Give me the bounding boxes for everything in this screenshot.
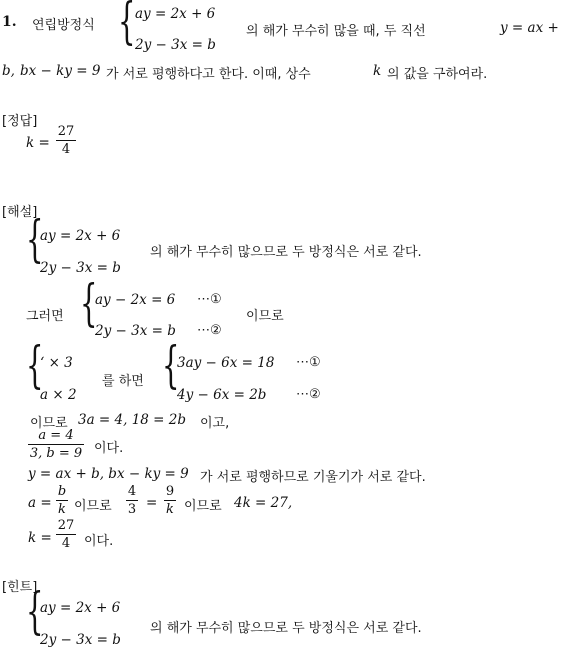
problem-line2-end: 의 값을 구하여라. bbox=[387, 67, 488, 82]
solution-step4-num1: b bbox=[57, 484, 67, 499]
solution-frac2-text: 이다. bbox=[94, 441, 124, 456]
answer-numerator: 27 bbox=[57, 124, 75, 139]
solution-sys2-mark2: ⋯② bbox=[197, 323, 222, 338]
solution-sys2-text: 이므로 bbox=[246, 309, 284, 324]
problem-line2-eq: bx − ky = 9 bbox=[20, 63, 101, 79]
solution-sys3-text: 를 하면 bbox=[102, 374, 144, 389]
solution-step1-math: 3a = 4, 18 = 2b bbox=[78, 412, 187, 428]
solution-step1-text-a: 이므로 bbox=[30, 416, 68, 431]
solution-sys2-eq2: 2y − 3x = b bbox=[95, 323, 176, 339]
solution-step4-frac3 bbox=[164, 484, 176, 517]
hint-label: [힌트] bbox=[2, 580, 38, 595]
solution-step4-num3: 9 bbox=[165, 484, 175, 499]
solution-step4-frac2 bbox=[126, 484, 138, 517]
answer-fraction bbox=[56, 124, 76, 157]
solution-step4-text1: 이므로 bbox=[74, 499, 112, 514]
solution-step5-den: 4 bbox=[61, 536, 71, 551]
problem-line1-mid: 의 해가 무수히 많을 때, 두 직선 bbox=[246, 24, 426, 39]
problem-line2-text: 가 서로 평행하다고 한다. 이때, 상수 bbox=[106, 67, 311, 82]
solution-sys1-text: 의 해가 무수히 많으므로 두 방정식은 서로 같다. bbox=[150, 245, 422, 260]
solution-sys4-eq2: 4y − 6x = 2b bbox=[177, 387, 267, 403]
hint-brace: { bbox=[26, 582, 44, 640]
solution-brace-3: { bbox=[26, 336, 44, 394]
solution-step4-text2: 이므로 bbox=[184, 499, 222, 514]
solution-sys1-eq1: ay = 2x + 6 bbox=[40, 228, 121, 244]
problem-eq1: ay = 2x + 6 bbox=[135, 6, 216, 22]
solution-sys2-eq1: ay − 2x = 6 bbox=[95, 292, 176, 308]
solution-sys4-eq1: 3ay − 6x = 18 bbox=[177, 355, 275, 371]
solution-step4-den1: k bbox=[58, 502, 66, 517]
solution-step4-den2: 3 bbox=[127, 502, 137, 517]
answer-denominator: 4 bbox=[61, 142, 71, 157]
answer-lhs: k = bbox=[26, 135, 50, 151]
solution-sys2-mark1: ⋯① bbox=[197, 292, 222, 307]
solution-step4-math2: 4k = 27, bbox=[234, 495, 293, 511]
solution-fraction-2 bbox=[28, 428, 84, 461]
solution-step5-text: 이다. bbox=[84, 534, 114, 549]
solution-brace-2: { bbox=[80, 274, 98, 332]
answer-label: [정답] bbox=[2, 114, 38, 129]
problem-line2-b: b, bbox=[2, 63, 15, 79]
solution-brace-4: { bbox=[162, 336, 180, 394]
solution-step1-text-b: 이고, bbox=[200, 416, 230, 431]
problem-number: 1. bbox=[2, 14, 17, 30]
solution-step3-text: 가 서로 평행하므로 기울기가 서로 같다. bbox=[200, 470, 426, 485]
solution-brace-1: { bbox=[26, 210, 44, 268]
solution-step4-eq: = bbox=[146, 495, 158, 511]
solution-then: 그러면 bbox=[26, 309, 64, 324]
problem-prefix: 연립방정식 bbox=[32, 18, 95, 33]
solution-step5-frac bbox=[56, 518, 76, 551]
solution-sys1-eq2: 2y − 3x = b bbox=[40, 260, 121, 276]
solution-step4-num2: 4 bbox=[127, 484, 137, 499]
hint-eq1: ay = 2x + 6 bbox=[40, 600, 121, 616]
solution-sys3-eq1: ‘ × 3 bbox=[40, 355, 73, 371]
solution-step3-math: y = ax + b, bx − ky = 9 bbox=[28, 466, 189, 482]
solution-frac2-num: a = 4 bbox=[38, 428, 74, 443]
problem-line1-eq: y = ax + bbox=[500, 20, 559, 36]
hint-eq2: 2y − 3x = b bbox=[40, 632, 121, 648]
system-brace: { bbox=[118, 0, 136, 50]
solution-sys3-eq2: a × 2 bbox=[40, 387, 77, 403]
solution-step4-den3: k bbox=[166, 502, 174, 517]
solution-sys4-mark1: ⋯① bbox=[296, 355, 321, 370]
problem-eq2: 2y − 3x = b bbox=[135, 37, 216, 53]
problem-line2-k: k bbox=[373, 63, 382, 79]
solution-step4-frac1 bbox=[56, 484, 68, 517]
solution-label: [해설] bbox=[2, 205, 38, 220]
solution-step5-lhs: k = bbox=[28, 530, 52, 546]
solution-frac2-den: 3, b = 9 bbox=[29, 446, 83, 461]
solution-step4-lhs: a = bbox=[28, 495, 52, 511]
hint-text: 의 해가 무수히 많으므로 두 방정식은 서로 같다. bbox=[150, 621, 422, 636]
solution-step5-num: 27 bbox=[57, 518, 75, 533]
solution-sys4-mark2: ⋯② bbox=[296, 387, 321, 402]
